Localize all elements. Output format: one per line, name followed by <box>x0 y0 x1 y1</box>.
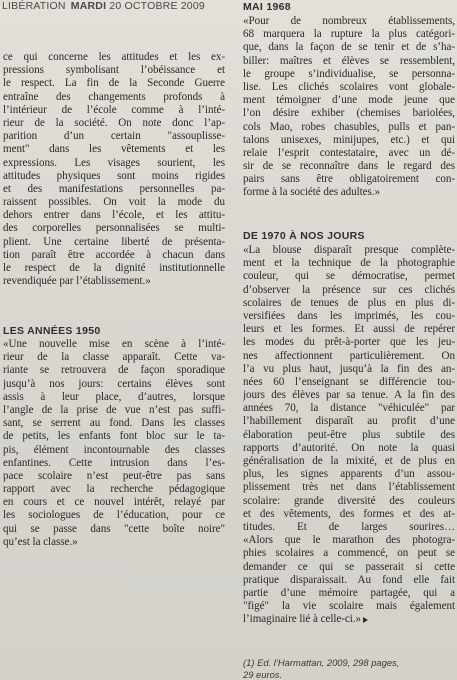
text-line: ce qui concerne les attitudes et les ex- <box>3 51 225 63</box>
text-line: cols Mao, robes chasubles, pulls et pan- <box>243 120 455 133</box>
text-line: pis, élément incontournable des classes <box>3 443 225 456</box>
text-line: l’intérieur de l’école comme à l’inté- <box>3 103 225 116</box>
text-line: relaie l’esprit contestataire, avec un dé- <box>243 146 455 159</box>
text-line: talons unisexes, minijupes, etc.) et qui <box>243 133 455 146</box>
text-line: "figé" la vie scolaire mais également <box>243 600 455 613</box>
text-line: tion paraît être accordée à chacun dans <box>3 248 225 261</box>
header-day: MARDI <box>70 0 107 12</box>
page-header <box>2 0 205 13</box>
text-line: sant, se serrent au fond. Dans les classes <box>3 417 225 430</box>
header-date: 20 OCTOBRE 2009 <box>109 0 205 12</box>
text-line: titudes. Et de larges sourires… <box>243 520 455 533</box>
text-line: d’observer la présence sur ces clichés <box>243 283 455 296</box>
text-line: scolaire: grande diversité des couleurs <box>243 494 455 507</box>
text-line: qu’est la classe.» <box>3 535 78 548</box>
text-line: «Une nouvelle mise en scène à l’inté- <box>3 338 225 350</box>
text-line: années 70, la distance "véhiculée" par <box>243 402 455 415</box>
text-line: rieur de la classe apparaît. Cette va- <box>3 351 225 364</box>
text-line: 68 marquera la rupture la plus catégori- <box>243 28 455 41</box>
text-line: jours des élèves par sa tenue. A la fin des <box>243 389 455 402</box>
text-line: rapport avec la recherche pédagogique <box>3 483 225 496</box>
text-line: le respect. La fin de la Seconde Guerre <box>3 77 225 90</box>
text-line: des corporelles personnalisées se multi- <box>3 222 225 235</box>
text-line: qui se passe dans "cette boîte noire" <box>3 522 225 535</box>
text-line: biller: maîtres et élèves se ressemblent, <box>243 54 455 67</box>
text-line: l’angle de la prise de vue n’est pas suffi- <box>3 403 225 416</box>
text-line: entraîne des changements profonds à <box>3 90 225 103</box>
text-line: attitudes physiques sont moins rigides <box>3 169 225 182</box>
text-line: et des manifestations personnelles pa- <box>3 182 225 195</box>
text-line: dehors entrer dans l’école, et les attitu- <box>3 209 225 222</box>
text-line: pratique disparaissait. Au fond elle fait <box>243 573 455 586</box>
text-line: enfantines. Cette intrusion dans l’es- <box>3 456 225 469</box>
section-heading-mai-1968: MAI 1968 <box>243 1 291 13</box>
text-line: de petits, les enfants font bloc sur le ta- <box>3 430 225 443</box>
text-line: les sociologues de l’éducation, pour ce <box>3 509 225 522</box>
text-line: «La blouse disparaît presque complète- <box>243 244 455 256</box>
text-line: expressions. Les visages sourient, les <box>3 156 225 169</box>
section-heading-1970: DE 1970 À NOS JOURS <box>243 230 365 242</box>
footnote-continued: 29 euros. <box>243 669 283 680</box>
text-line: partie d’une mémoire partagée, qui a <box>243 586 455 599</box>
text-line: que, dans la façon de se tenir et de s’ha- <box>243 41 455 54</box>
text-line: lise. Les clichés scolaires vont globale- <box>243 80 455 93</box>
text-line: scolaires de tenues de plus en plus di- <box>243 296 455 309</box>
text-line: pace scolaire n’est peut-être pas sans <box>3 469 225 482</box>
text-line: parition d’un certain "assouplisse- <box>3 130 225 143</box>
text-line: phies scolaires a commencé, on peut se <box>243 547 455 560</box>
text-line: «Pour de nombreux établissements, <box>243 15 455 27</box>
text-line: riante se retrouvera de façon sporadique <box>3 364 225 377</box>
text-line: l’imaginaire lié à celle-ci.» <box>243 613 455 626</box>
text-line: l’a vu plus haut, jusqu’à la fin des an- <box>243 362 455 375</box>
text-line: pressions symbolisant l’obéissance et <box>3 64 225 77</box>
text-line: rieur de la société. On note donc l’ap- <box>3 116 225 129</box>
text-line: couleur, qui se démocratise, permet <box>243 270 455 283</box>
text-line: leurs et les formes. Et aussi de repérer <box>243 323 455 336</box>
text-line: versifiées dans les imprimés, les cou- <box>243 309 455 322</box>
text-line: plus, les signes apparents d’un assou- <box>243 468 455 481</box>
text-line: ment témoigner d’une mode jeune que <box>243 94 455 107</box>
end-of-article-icon <box>363 617 368 623</box>
section-heading-1950s: LES ANNÉES 1950 <box>3 325 101 337</box>
text-line: généralisation de la mixité, et de plus en <box>243 455 455 467</box>
text-line: pairs sans être obligatoirement con- <box>243 173 455 186</box>
left-section-paragraph <box>3 338 225 549</box>
text-line: le respect de la dignité institutionnelle <box>3 262 225 274</box>
left-intro-paragraph <box>3 51 225 288</box>
text-line: le groupe s’individualise, se personna- <box>243 67 455 80</box>
text-line: assis à leur place, d’autres, lorsque <box>3 390 225 403</box>
newspaper-name: LIBÉRATION <box>2 0 66 12</box>
text-line: en cours et ce nouvel intérêt, relayé par <box>3 496 225 509</box>
footnote: (1) Ed. l’Harmattan, 2009, 298 pages, <box>243 657 400 668</box>
text-line: forme à la société des adultes.» <box>243 186 381 199</box>
text-line: l’habillement disparaît au profit d’une <box>243 415 455 428</box>
text-line: élaboration peut-être plus subtile des <box>243 428 455 441</box>
right-section-2-paragraph <box>243 244 455 626</box>
text-line: ment" dans les vêtements et les <box>3 143 225 156</box>
text-line: nes affectionnent particulièrement. On <box>243 349 455 362</box>
text-line: raissent possibles. On voit la mode du <box>3 196 225 209</box>
text-line: ment et la technique de la photographie <box>243 257 455 270</box>
text-line: les modes du prêt-à-porter que les jeu- <box>243 336 455 349</box>
text-line: plient. Une certaine liberté de présenta- <box>3 235 225 248</box>
text-line: plissement très net dans l’établissement <box>243 481 455 494</box>
text-line: sir de se reconnaître dans le regard des <box>243 160 455 173</box>
text-line: revendiquée par l’établissement.» <box>3 275 151 288</box>
text-line: et des vêtements, des formes et des at- <box>243 507 455 520</box>
text-line: jusqu’à nos jours: certains élèves sont <box>3 377 225 390</box>
text-line: l’on désire exhiber (chemises bariolées, <box>243 107 455 120</box>
text-line: rapports d’autorité. On note la quasi <box>243 441 455 454</box>
right-section-1-paragraph <box>243 15 455 200</box>
text-line: demander ce qui se passerait si cette <box>243 560 455 573</box>
text-line: «Alors que le marathon des photogra- <box>243 534 455 547</box>
text-line: nées 60 l’enseignant se différencie tou- <box>243 375 455 388</box>
